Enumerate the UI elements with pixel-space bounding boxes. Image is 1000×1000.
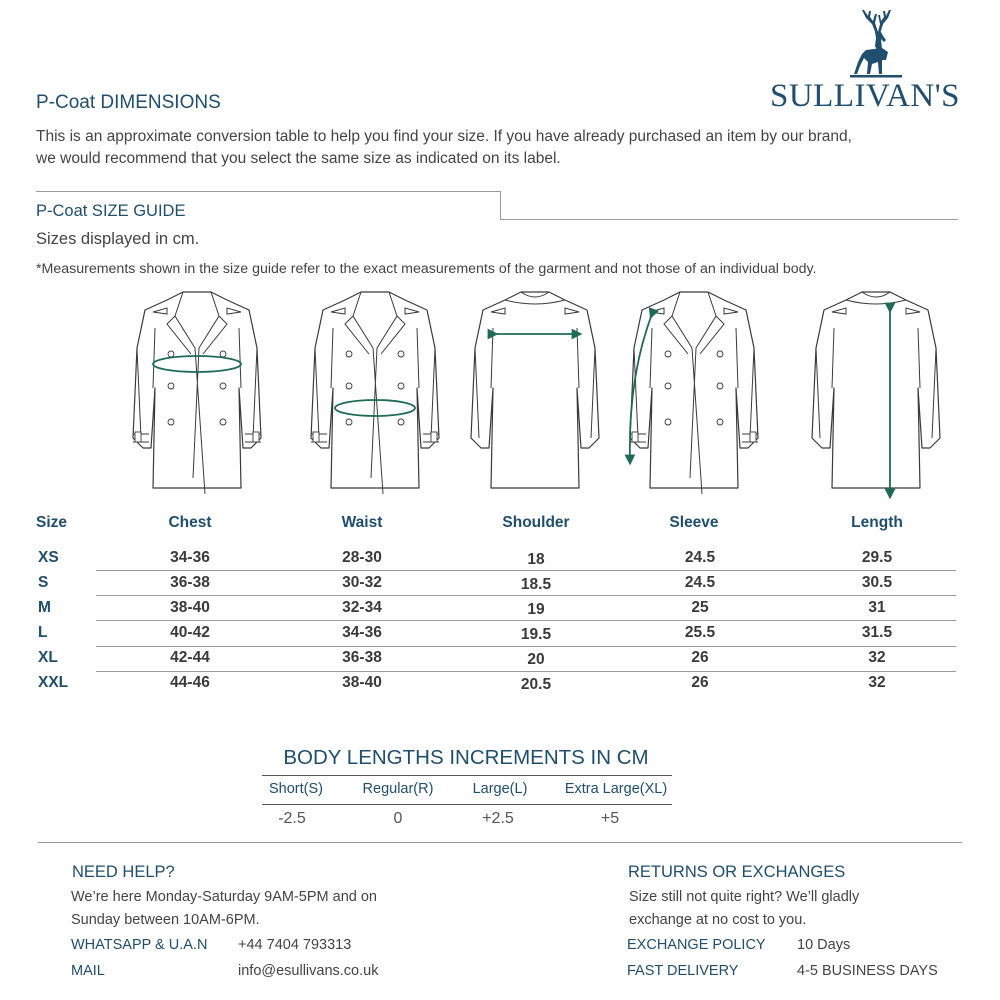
shoulder-cell: 19.5 [520, 626, 552, 643]
whatsapp-number[interactable]: +44 7404 793313 [238, 937, 352, 953]
table-row [0, 546, 1000, 571]
length-cell: 32 [868, 674, 886, 691]
chest-cell: 38-40 [170, 599, 210, 616]
col-header-size: Size [36, 514, 68, 531]
help-hours-line-1: We’re here Monday-Saturday 9AM-5PM and on [71, 889, 377, 905]
sleeve-cell: 26 [691, 674, 709, 691]
section-rule-top [36, 191, 501, 192]
chest-cell: 44-46 [170, 674, 210, 691]
size-cell: XS [38, 549, 59, 566]
footer-divider [38, 842, 962, 843]
returns-line-2: exchange at no cost to you. [629, 912, 807, 928]
size-cell: XXL [38, 674, 69, 691]
coat-chest-measurement [133, 292, 261, 494]
whatsapp-label: WHATSAPP & U.A.N [71, 937, 208, 953]
brand-wordmark: SULLIVAN'S [770, 78, 961, 114]
help-title: NEED HELP? [72, 863, 175, 881]
table-row [0, 596, 1000, 621]
table-row [0, 646, 1000, 671]
stag-icon [842, 6, 910, 82]
body-lengths-rule-top [262, 775, 672, 776]
waist-cell: 38-40 [342, 674, 382, 691]
waist-cell: 30-32 [342, 574, 382, 591]
length-cell: 32 [868, 649, 886, 666]
shoulder-cell: 20 [527, 651, 545, 668]
shoulder-cell: 19 [527, 601, 545, 618]
coat-length-measurement [812, 292, 940, 494]
exchange-policy-value: 10 Days [797, 937, 851, 953]
body-length-header-large: Large(L) [472, 781, 528, 797]
returns-line-1: Size still not quite right? We’ll gladly [629, 889, 860, 905]
table-row [0, 671, 1000, 696]
body-length-value-large: +2.5 [482, 810, 514, 827]
waist-cell: 34-36 [342, 624, 382, 641]
intro-line-2: we would recommend that you select the same size as indicated on its label. [36, 150, 561, 167]
shoulder-cell: 18.5 [520, 576, 552, 593]
mail-address[interactable]: info@esullivans.co.uk [238, 963, 379, 979]
intro-line-1: This is an approximate conversion table to help you find your size. If you have already purchased an item by our brand, [36, 128, 852, 145]
chest-cell: 34-36 [170, 549, 210, 566]
body-lengths-rule-mid [262, 804, 672, 805]
body-lengths-title: BODY LENGTHS INCREMENTS IN CM [283, 746, 649, 769]
coat-waist-measurement [311, 292, 439, 494]
size-cell: M [38, 599, 51, 616]
page-title: P-Coat DIMENSIONS [36, 92, 221, 113]
body-length-value-regular: 0 [393, 810, 403, 827]
measurement-note: *Measurements shown in the size guide refer to the exact measurements of the garment and not those of an individual body. [36, 261, 817, 277]
chest-cell: 40-42 [170, 624, 210, 641]
exchange-policy-label: EXCHANGE POLICY [627, 937, 766, 953]
shoulder-cell: 18 [527, 551, 545, 568]
fast-delivery-label: FAST DELIVERY [627, 963, 739, 979]
sleeve-cell: 26 [691, 649, 709, 666]
table-row [0, 571, 1000, 596]
body-length-value-extra-large: +5 [600, 810, 620, 827]
table-row [0, 621, 1000, 646]
col-header-length: Length [851, 514, 903, 531]
size-cell: S [38, 574, 49, 591]
help-hours-line-2: Sunday between 10AM-6PM. [71, 912, 260, 928]
fast-delivery-value: 4-5 BUSINESS DAYS [797, 963, 938, 979]
length-cell: 31.5 [861, 624, 893, 641]
body-length-header-regular: Regular(R) [362, 781, 434, 797]
chest-cell: 42-44 [170, 649, 210, 666]
col-header-sleeve: Sleeve [669, 514, 719, 531]
shoulder-cell: 20.5 [520, 676, 552, 693]
section-rule-right [500, 219, 958, 220]
mail-label: MAIL [71, 963, 105, 979]
sleeve-cell: 25 [691, 599, 709, 616]
body-length-header-extra-large: Extra Large(XL) [564, 781, 668, 797]
length-cell: 31 [868, 599, 886, 616]
size-cell: L [38, 624, 48, 641]
units-note: Sizes displayed in cm. [36, 230, 200, 248]
sleeve-cell: 24.5 [684, 549, 716, 566]
length-cell: 30.5 [861, 574, 893, 591]
col-header-waist: Waist [341, 514, 383, 531]
size-guide-title: P-Coat SIZE GUIDE [36, 202, 186, 220]
coat-shoulder-measurement [471, 292, 599, 488]
intro-text [36, 126, 936, 170]
chest-cell: 36-38 [170, 574, 210, 591]
section-rule-step [500, 191, 501, 220]
coat-sleeve-measurement [630, 292, 758, 494]
coat-illustrations [0, 288, 1000, 502]
sleeve-cell: 25.5 [684, 624, 716, 641]
col-header-chest: Chest [168, 514, 212, 531]
size-cell: XL [38, 649, 58, 666]
col-header-shoulder: Shoulder [502, 514, 570, 531]
waist-cell: 28-30 [342, 549, 382, 566]
waist-cell: 36-38 [342, 649, 382, 666]
sleeve-cell: 24.5 [684, 574, 716, 591]
body-length-header-short: Short(S) [269, 781, 323, 797]
returns-title: RETURNS OR EXCHANGES [628, 863, 846, 881]
length-cell: 29.5 [861, 549, 893, 566]
body-length-value-short: -2.5 [278, 810, 306, 827]
waist-cell: 32-34 [342, 599, 382, 616]
